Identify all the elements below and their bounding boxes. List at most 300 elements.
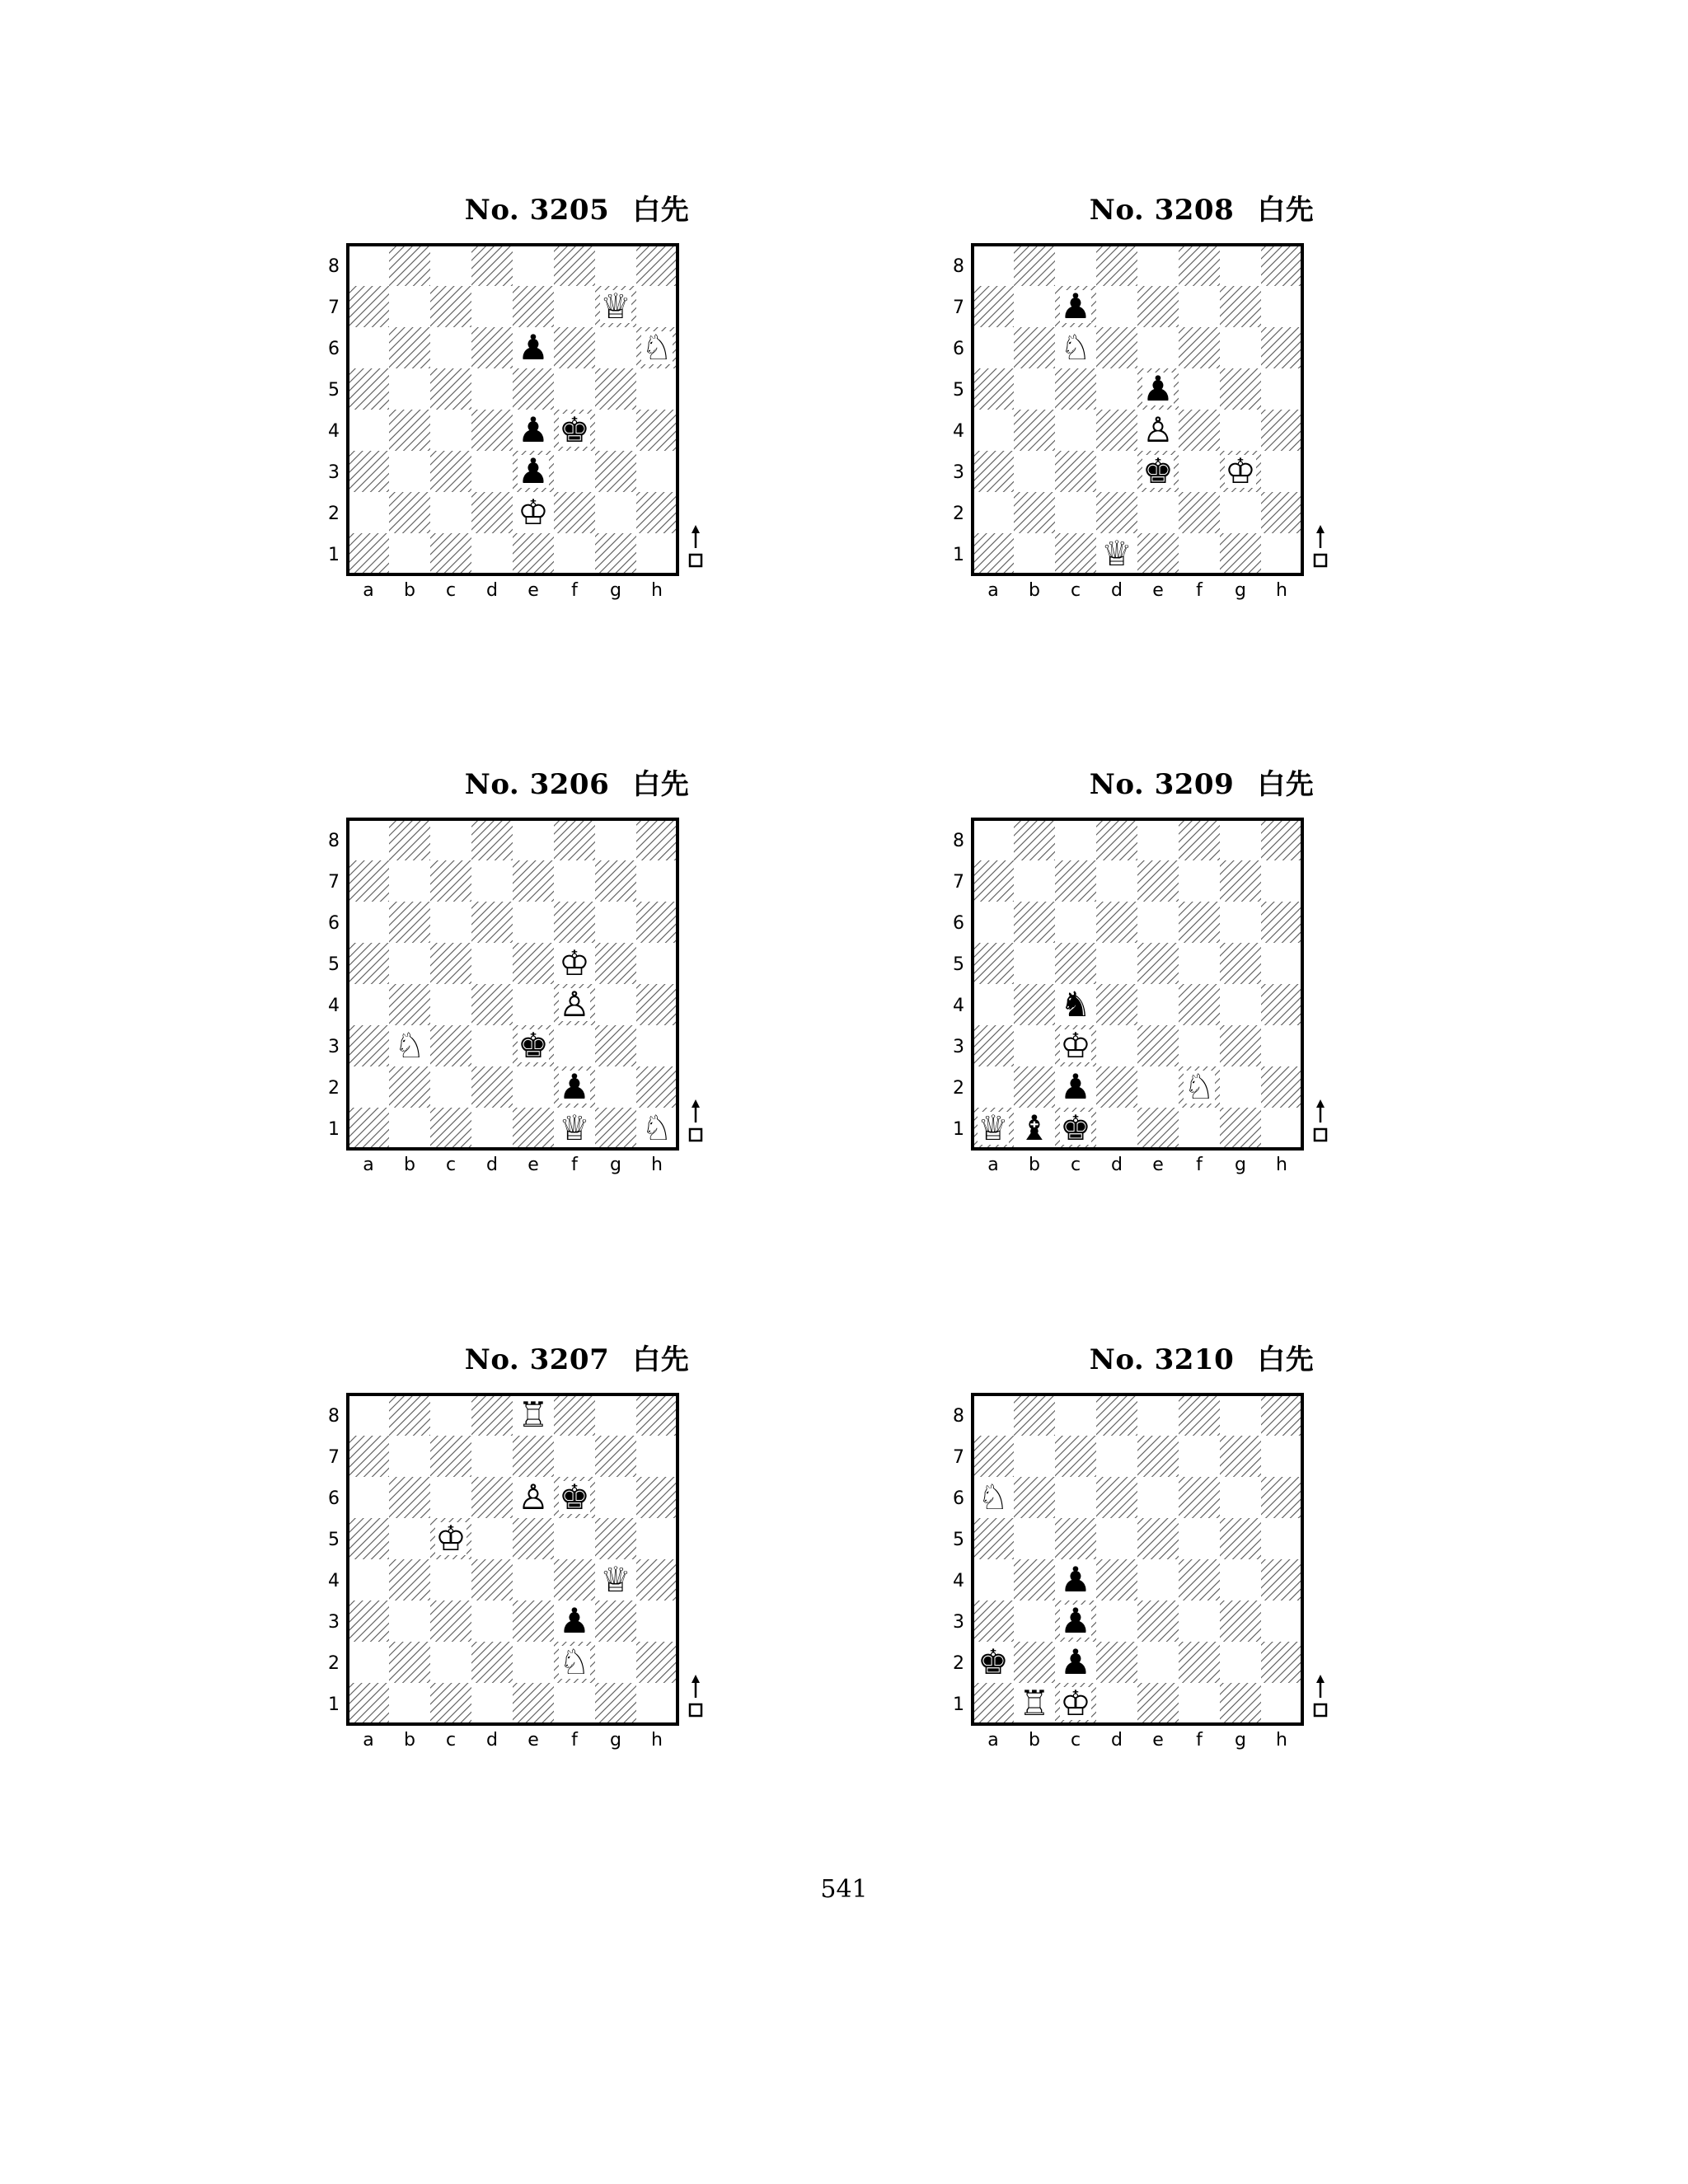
- chess-diagram: [953, 818, 1432, 1230]
- dark-square: [554, 1559, 595, 1601]
- file-label: g: [1235, 1155, 1246, 1175]
- file-label: f: [571, 1730, 578, 1750]
- dark-square: [636, 1394, 678, 1436]
- light-square: [1096, 943, 1137, 984]
- light-square: [554, 451, 595, 492]
- file-label: f: [1196, 1730, 1203, 1750]
- white-king-icon: ♔: [559, 943, 590, 983]
- dark-square: [1261, 327, 1302, 368]
- dark-square: [1261, 1477, 1302, 1518]
- dark-square: [430, 1683, 471, 1724]
- dark-square: [1179, 819, 1220, 860]
- dark-square: [471, 1066, 513, 1108]
- dark-square: [973, 1601, 1014, 1642]
- dark-square: [1137, 1025, 1179, 1066]
- dark-square: [973, 1436, 1014, 1477]
- light-square: [1220, 1066, 1261, 1108]
- light-square: [513, 1066, 554, 1108]
- file-label: a: [987, 1730, 999, 1750]
- light-square: [595, 1066, 636, 1108]
- dark-square: [430, 1108, 471, 1149]
- dark-square: [1179, 410, 1220, 451]
- file-label: h: [651, 1155, 663, 1175]
- light-square: [595, 492, 636, 533]
- dark-square: [471, 1394, 513, 1436]
- light-square: [554, 1025, 595, 1066]
- light-square: [430, 327, 471, 368]
- rank-label: 6: [953, 339, 964, 359]
- rank-label: 1: [953, 1694, 964, 1715]
- light-square: [1014, 943, 1055, 984]
- white-pawn-icon: ♙: [559, 984, 590, 1024]
- dark-square: [1096, 819, 1137, 860]
- dark-square: [389, 1559, 430, 1601]
- light-square: [1137, 1066, 1179, 1108]
- dark-square: [513, 368, 554, 410]
- light-square: [1220, 492, 1261, 533]
- file-label: d: [486, 1730, 498, 1750]
- rank-label: 1: [953, 1119, 964, 1140]
- dark-square: [1220, 1025, 1261, 1066]
- dark-square: [1014, 1642, 1055, 1683]
- dark-square: [636, 1642, 678, 1683]
- light-square: [471, 533, 513, 574]
- light-square: [1179, 1436, 1220, 1477]
- file-label: e: [1152, 1155, 1164, 1175]
- rank-label: 7: [953, 298, 964, 318]
- light-square: [430, 984, 471, 1025]
- light-square: [595, 410, 636, 451]
- white-pawn-icon: ♙: [1142, 410, 1174, 450]
- dark-square: [595, 1436, 636, 1477]
- dark-square: [1055, 368, 1096, 410]
- rank-label: 5: [953, 1530, 964, 1550]
- rank-label: 1: [328, 1119, 340, 1140]
- light-square: [554, 1518, 595, 1559]
- side-to-move-label: 白先: [1257, 194, 1315, 227]
- light-square: [1179, 368, 1220, 410]
- black-king-icon: ♚: [518, 1025, 549, 1066]
- rank-label: 2: [953, 504, 964, 524]
- dark-square: [389, 984, 430, 1025]
- dark-square: [1137, 1601, 1179, 1642]
- black-pawn-icon: ♟: [559, 1601, 590, 1641]
- light-square: [595, 984, 636, 1025]
- file-label: e: [528, 1155, 539, 1175]
- dark-square: [1137, 860, 1179, 902]
- dark-square: [1261, 984, 1302, 1025]
- light-square: [595, 245, 636, 286]
- dark-square: [513, 1108, 554, 1149]
- problem-3205: [328, 194, 808, 655]
- dark-square: [595, 1025, 636, 1066]
- dark-square: [348, 1108, 389, 1149]
- chess-diagram: [328, 243, 808, 655]
- dark-square: [1220, 533, 1261, 574]
- file-label: e: [1152, 1730, 1164, 1750]
- rank-label: 4: [953, 421, 964, 442]
- rank-label: 3: [328, 462, 340, 483]
- rank-label: 2: [953, 1078, 964, 1099]
- file-label: a: [363, 1155, 374, 1175]
- file-label: b: [1029, 580, 1040, 601]
- dark-square: [389, 410, 430, 451]
- light-square: [1261, 286, 1302, 327]
- light-square: [554, 533, 595, 574]
- dark-square: [348, 451, 389, 492]
- white-king-icon: ♔: [1060, 1683, 1091, 1723]
- file-label: b: [404, 580, 415, 601]
- light-square: [1137, 1477, 1179, 1518]
- light-square: [471, 1108, 513, 1149]
- rank-label: 5: [328, 380, 340, 401]
- file-label: b: [404, 1155, 415, 1175]
- rank-label: 1: [328, 545, 340, 565]
- light-square: [348, 1642, 389, 1683]
- light-square: [554, 368, 595, 410]
- light-square: [1220, 1559, 1261, 1601]
- dark-square: [1096, 984, 1137, 1025]
- dark-square: [973, 860, 1014, 902]
- file-label: d: [486, 1155, 498, 1175]
- dark-square: [1261, 819, 1302, 860]
- rank-label: 7: [328, 298, 340, 318]
- light-square: [1137, 902, 1179, 943]
- dark-square: [554, 492, 595, 533]
- rank-label: 4: [953, 996, 964, 1016]
- rank-label: 5: [328, 1530, 340, 1550]
- black-pawn-icon: ♟: [1060, 286, 1091, 326]
- problem-number: No. 3205: [464, 194, 610, 227]
- light-square: [430, 410, 471, 451]
- dark-square: [1261, 410, 1302, 451]
- light-square: [430, 819, 471, 860]
- light-square: [973, 245, 1014, 286]
- light-square: [1179, 533, 1220, 574]
- rank-label: 3: [953, 1612, 964, 1633]
- black-king-icon: ♚: [978, 1642, 1009, 1682]
- light-square: [430, 1559, 471, 1601]
- light-square: [973, 1394, 1014, 1436]
- dark-square: [1137, 1108, 1179, 1149]
- light-square: [1096, 860, 1137, 902]
- dark-square: [1137, 943, 1179, 984]
- file-label: f: [1196, 580, 1203, 601]
- light-square: [636, 943, 678, 984]
- light-square: [348, 492, 389, 533]
- rank-label: 8: [953, 831, 964, 851]
- dark-square: [1137, 533, 1179, 574]
- white-to-move-indicator-icon: [690, 1675, 701, 1716]
- file-label: d: [1111, 580, 1123, 601]
- dark-square: [471, 1642, 513, 1683]
- dark-square: [1220, 368, 1261, 410]
- dark-square: [1096, 1394, 1137, 1436]
- light-square: [389, 943, 430, 984]
- problem-number: No. 3208: [1089, 194, 1235, 227]
- light-square: [1055, 245, 1096, 286]
- dark-square: [1096, 492, 1137, 533]
- light-square: [513, 984, 554, 1025]
- dark-square: [973, 1683, 1014, 1724]
- dark-square: [513, 286, 554, 327]
- light-square: [1137, 984, 1179, 1025]
- rank-label: 5: [953, 380, 964, 401]
- problem-title: [346, 1343, 808, 1376]
- dark-square: [1014, 1066, 1055, 1108]
- dark-square: [1261, 245, 1302, 286]
- dark-square: [430, 1025, 471, 1066]
- dark-square: [1220, 1108, 1261, 1149]
- dark-square: [636, 984, 678, 1025]
- rank-label: 4: [328, 421, 340, 442]
- dark-square: [1179, 902, 1220, 943]
- light-square: [471, 1683, 513, 1724]
- light-square: [513, 245, 554, 286]
- dark-square: [1014, 1477, 1055, 1518]
- light-square: [1055, 1394, 1096, 1436]
- light-square: [554, 860, 595, 902]
- white-to-move-indicator-icon: [690, 1099, 701, 1141]
- light-square: [1137, 1394, 1179, 1436]
- light-square: [389, 1108, 430, 1149]
- light-square: [1261, 451, 1302, 492]
- dark-square: [1179, 492, 1220, 533]
- file-label: b: [404, 1730, 415, 1750]
- light-square: [348, 984, 389, 1025]
- dark-square: [513, 943, 554, 984]
- light-square: [430, 245, 471, 286]
- dark-square: [348, 533, 389, 574]
- white-king-icon: ♔: [1225, 451, 1256, 491]
- file-label: d: [1111, 1730, 1123, 1750]
- light-square: [430, 902, 471, 943]
- dark-square: [430, 1601, 471, 1642]
- dark-square: [595, 943, 636, 984]
- dark-square: [1096, 902, 1137, 943]
- black-bishop-icon: ♝: [1019, 1108, 1050, 1148]
- white-queen-icon: ♕: [1101, 533, 1132, 574]
- dark-square: [389, 1477, 430, 1518]
- dark-square: [1014, 327, 1055, 368]
- black-king-icon: ♚: [1142, 451, 1174, 491]
- dark-square: [471, 1477, 513, 1518]
- dark-square: [471, 327, 513, 368]
- chess-diagram: [328, 818, 808, 1230]
- rank-label: 8: [953, 256, 964, 277]
- file-label: a: [987, 580, 999, 601]
- dark-square: [1261, 902, 1302, 943]
- light-square: [636, 860, 678, 902]
- black-king-icon: ♚: [1060, 1108, 1091, 1148]
- file-label: b: [1029, 1155, 1040, 1175]
- light-square: [1261, 1025, 1302, 1066]
- dark-square: [1055, 943, 1096, 984]
- chess-diagram: [328, 1393, 808, 1805]
- rank-label: 8: [328, 256, 340, 277]
- light-square: [348, 1559, 389, 1601]
- light-square: [1179, 1518, 1220, 1559]
- light-square: [554, 1436, 595, 1477]
- light-square: [1096, 451, 1137, 492]
- dark-square: [471, 984, 513, 1025]
- dark-square: [1261, 492, 1302, 533]
- dark-square: [636, 492, 678, 533]
- dark-square: [554, 327, 595, 368]
- dark-square: [1096, 327, 1137, 368]
- light-square: [471, 860, 513, 902]
- light-square: [1179, 860, 1220, 902]
- rank-label: 3: [953, 1037, 964, 1057]
- light-square: [973, 1559, 1014, 1601]
- dark-square: [348, 286, 389, 327]
- black-pawn-icon: ♟: [518, 327, 549, 368]
- black-king-icon: ♚: [559, 1477, 590, 1517]
- white-rook-icon: ♖: [518, 1394, 549, 1435]
- light-square: [430, 1477, 471, 1518]
- light-square: [513, 819, 554, 860]
- dark-square: [348, 1436, 389, 1477]
- problem-title: [971, 194, 1432, 227]
- dark-square: [430, 1436, 471, 1477]
- light-square: [595, 902, 636, 943]
- light-square: [1096, 1601, 1137, 1642]
- light-square: [348, 245, 389, 286]
- rank-label: 4: [953, 1571, 964, 1591]
- white-knight-icon: ♘: [559, 1642, 590, 1682]
- dark-square: [348, 860, 389, 902]
- white-knight-icon: ♘: [641, 1108, 673, 1148]
- dark-square: [348, 943, 389, 984]
- dark-square: [1014, 1559, 1055, 1601]
- dark-square: [1179, 1394, 1220, 1436]
- rank-label: 5: [953, 954, 964, 975]
- rank-label: 5: [328, 954, 340, 975]
- file-label: d: [486, 580, 498, 601]
- dark-square: [1055, 451, 1096, 492]
- light-square: [1261, 860, 1302, 902]
- light-square: [1220, 245, 1261, 286]
- file-label: f: [571, 1155, 578, 1175]
- light-square: [513, 1559, 554, 1601]
- white-queen-icon: ♕: [600, 286, 631, 326]
- light-square: [1179, 1025, 1220, 1066]
- problem-number: No. 3206: [464, 768, 610, 801]
- dark-square: [595, 368, 636, 410]
- light-square: [471, 943, 513, 984]
- light-square: [1014, 1436, 1055, 1477]
- dark-square: [1096, 245, 1137, 286]
- dark-square: [595, 533, 636, 574]
- dark-square: [1220, 1683, 1261, 1724]
- light-square: [554, 1683, 595, 1724]
- dark-square: [513, 1601, 554, 1642]
- light-square: [554, 286, 595, 327]
- light-square: [1014, 368, 1055, 410]
- rank-label: 7: [328, 872, 340, 893]
- file-label: h: [1276, 1155, 1287, 1175]
- light-square: [1220, 902, 1261, 943]
- file-label: c: [1070, 1730, 1081, 1750]
- dark-square: [636, 245, 678, 286]
- dark-square: [1179, 984, 1220, 1025]
- light-square: [1055, 1477, 1096, 1518]
- light-square: [1096, 1436, 1137, 1477]
- light-square: [1220, 1394, 1261, 1436]
- dark-square: [973, 1518, 1014, 1559]
- rank-label: 1: [953, 545, 964, 565]
- light-square: [348, 1066, 389, 1108]
- dark-square: [595, 1108, 636, 1149]
- dark-square: [1014, 245, 1055, 286]
- light-square: [1014, 286, 1055, 327]
- black-pawn-icon: ♟: [1060, 1066, 1091, 1107]
- black-pawn-icon: ♟: [1060, 1642, 1091, 1682]
- rank-label: 3: [328, 1612, 340, 1633]
- dark-square: [1096, 410, 1137, 451]
- dark-square: [973, 1025, 1014, 1066]
- problem-3209: [953, 768, 1432, 1230]
- dark-square: [1179, 1559, 1220, 1601]
- rank-label: 6: [953, 913, 964, 934]
- black-pawn-icon: ♟: [1060, 1559, 1091, 1600]
- light-square: [1137, 245, 1179, 286]
- dark-square: [636, 1477, 678, 1518]
- white-to-move-indicator-icon: [690, 525, 701, 566]
- dark-square: [1055, 860, 1096, 902]
- dark-square: [1096, 1066, 1137, 1108]
- dark-square: [348, 368, 389, 410]
- dark-square: [973, 368, 1014, 410]
- light-square: [595, 819, 636, 860]
- dark-square: [636, 410, 678, 451]
- dark-square: [1261, 1559, 1302, 1601]
- dark-square: [513, 1436, 554, 1477]
- file-label: f: [1196, 1155, 1203, 1175]
- dark-square: [1261, 1394, 1302, 1436]
- dark-square: [636, 819, 678, 860]
- dark-square: [1179, 327, 1220, 368]
- file-label: h: [651, 580, 663, 601]
- light-square: [1179, 943, 1220, 984]
- light-square: [389, 1601, 430, 1642]
- light-square: [389, 286, 430, 327]
- dark-square: [1137, 1683, 1179, 1724]
- white-knight-icon: ♘: [394, 1025, 425, 1066]
- chess-diagram: [953, 243, 1432, 655]
- light-square: [389, 1436, 430, 1477]
- dark-square: [471, 410, 513, 451]
- light-square: [1096, 1683, 1137, 1724]
- light-square: [430, 1642, 471, 1683]
- light-square: [471, 1518, 513, 1559]
- light-square: [1096, 368, 1137, 410]
- problem-title: [346, 194, 808, 227]
- white-queen-icon: ♕: [978, 1108, 1009, 1148]
- dark-square: [554, 245, 595, 286]
- black-pawn-icon: ♟: [518, 451, 549, 491]
- white-to-move-indicator-icon: [1315, 1099, 1326, 1141]
- light-square: [513, 1642, 554, 1683]
- rank-label: 2: [328, 504, 340, 524]
- light-square: [1179, 1683, 1220, 1724]
- rank-label: 8: [328, 831, 340, 851]
- light-square: [1014, 451, 1055, 492]
- light-square: [348, 410, 389, 451]
- dark-square: [595, 860, 636, 902]
- side-to-move-label: 白先: [1257, 1343, 1315, 1376]
- rank-label: 2: [328, 1078, 340, 1099]
